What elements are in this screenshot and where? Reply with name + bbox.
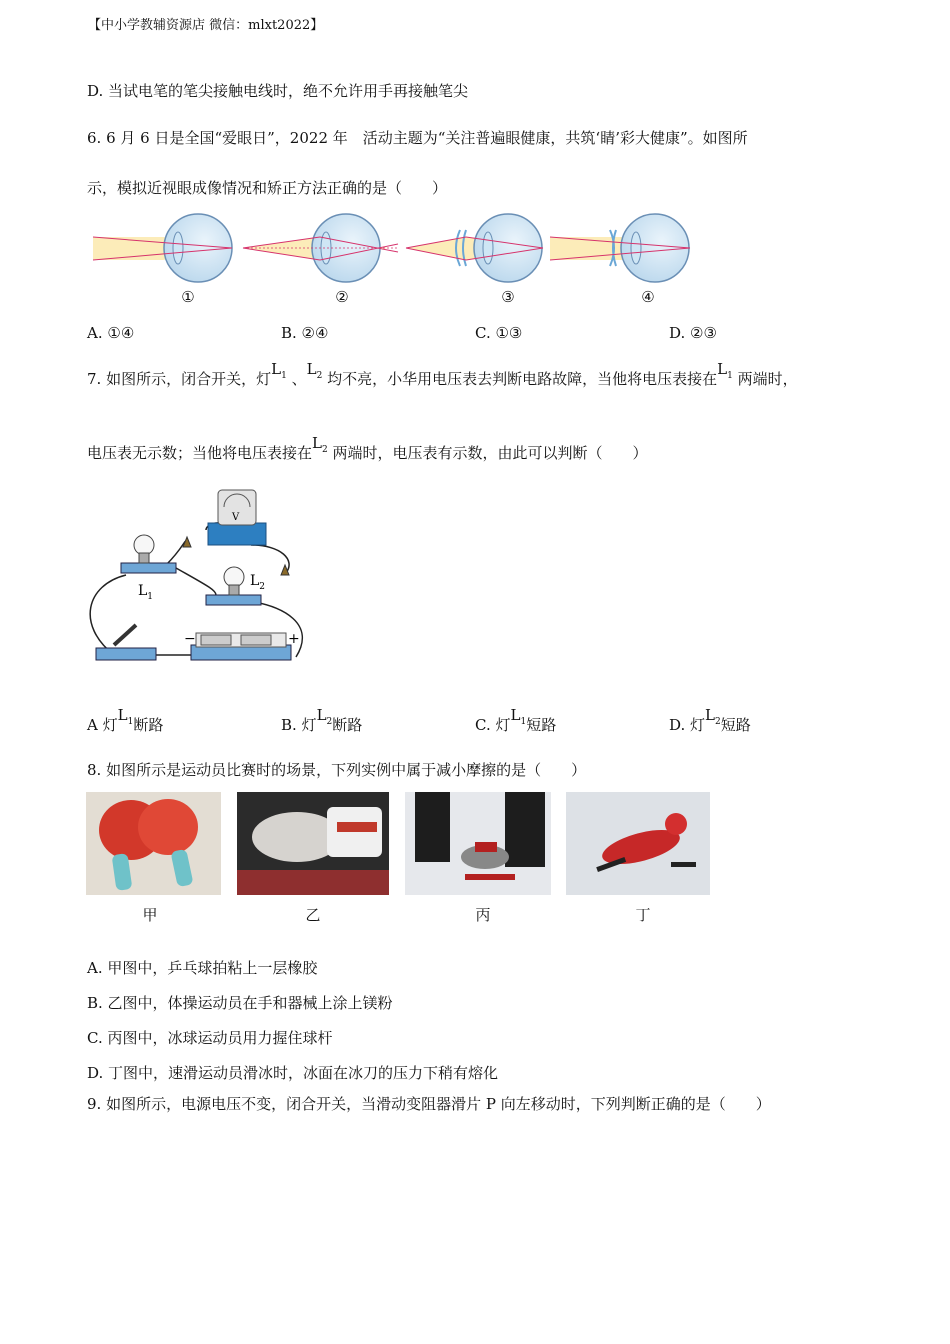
lamp1-label: $L_1$ [138,583,154,602]
q5-option-d: D. 当试电笔的笔尖接触电线时，绝不允许用手再接触笔尖 [87,82,469,100]
eye-label-2: ② [335,288,349,306]
circuit-figure [86,485,316,670]
q6-option-b: B. ②④ [281,324,329,342]
q7-stem-line2: 电压表无示数；当他将电压表接在$L_2$ 两端时，电压表有示数，由此可以判断（ ） [87,434,648,462]
photo-speed-skater [566,792,710,895]
q7-option-d: D. 灯$L_2$短路 [669,706,751,734]
q6-option-c: C. ①③ [475,324,523,342]
eye-diagram-1 [93,214,232,282]
lamp2-label: $L_2$ [250,573,266,592]
photo-label-ding: 丁 [635,906,651,924]
q6-option-d: D. ②③ [669,324,717,342]
q8-option-a: A. 甲图中，乒乓球拍粘上一层橡胶 [87,959,318,977]
photo-label-yi: 乙 [305,906,321,924]
q9-stem: 9. 如图所示，电源电压不变，闭合开关，当滑动变阻器滑片 P 向左移动时，下列判断正确的是（ ） [87,1095,771,1113]
photo-curling [405,792,551,895]
photo-table-tennis-paddles [86,792,221,895]
eye-label-1: ① [181,288,195,306]
q7-option-c: C. 灯$L_1$短路 [475,706,557,734]
q8-stem: 8. 如图所示是运动员比赛时的场景，下列实例中属于减小摩擦的是（ ） [87,761,587,779]
q6-option-a: A. ①④ [87,324,135,342]
photo-gymnast-chalk [237,792,389,895]
q7-option-b: B. 灯$L_2$断路 [281,706,363,734]
eye-label-3: ③ [501,288,515,306]
q8-option-b: B. 乙图中，体操运动员在手和器械上涂上镁粉 [87,994,393,1012]
voltmeter-v: V [232,512,240,523]
eye-diagrams-figure [88,210,698,300]
q6-stem-line2: 示，模拟近视眼成像情况和矫正方法正确的是（ ） [87,179,448,197]
q6-stem-line1: 6. 6 月 6 日是全国“爱眼日”，2022 年 活动主题为“关注普遍眼健康，共筑‘睛’彩大健康”。如图所 [87,129,748,147]
q8-option-d: D. 丁图中，速滑运动员滑冰时，冰面在冰刀的压力下稍有熔化 [87,1064,499,1082]
battery-minus: − [184,631,196,647]
eye-label-4: ④ [641,288,655,306]
q7-stem-line1: 7. 如图所示，闭合开关，灯$L_1$ 、$L_2$ 均不亮，小华用电压表去判断电路故障，当他将电压表接在$L_1$ 两端时， [87,360,798,388]
eye-diagram-4 [550,214,690,282]
page-header: 【中小学教辅资源店 微信：mlxt2022】 [88,18,324,33]
photo-label-jia: 甲 [142,906,158,924]
eye-diagram-2 [243,214,398,282]
eye-diagram-3 [406,214,543,282]
q7-option-a: A 灯$L_1$断路 [87,706,164,734]
q8-option-c: C. 丙图中，冰球运动员用力握住球杆 [87,1029,333,1047]
battery-plus: + [288,631,300,647]
photo-label-bing: 丙 [475,906,491,924]
